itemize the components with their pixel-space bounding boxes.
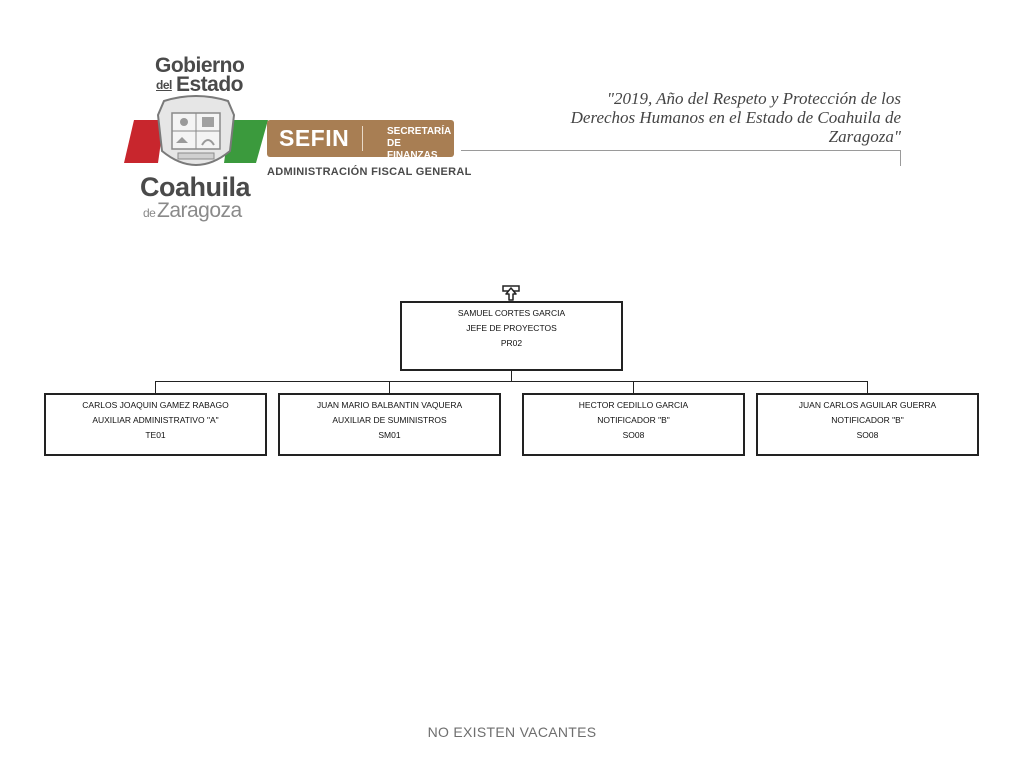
connector-horizontal-bus — [155, 381, 868, 382]
org-node-name: SAMUEL CORTES GARCIA — [457, 308, 566, 318]
org-node-name: JUAN CARLOS AGUILAR GUERRA — [798, 400, 937, 410]
org-node-title: AUXILIAR ADMINISTRATIVO "A" — [92, 415, 219, 425]
org-node-child — [756, 393, 979, 456]
org-node-name: CARLOS JOAQUIN GAMEZ RABAGO — [82, 400, 229, 410]
logo-de-text: de — [143, 206, 156, 220]
connector-child-2 — [389, 381, 390, 393]
sefin-subtitle — [387, 126, 454, 162]
connector-child-1 — [155, 381, 156, 393]
org-node-title: NOTIFICADOR "B" — [831, 415, 904, 425]
org-node-title: JEFE DE PROYECTOS — [466, 323, 557, 333]
org-node-code: SM01 — [378, 430, 401, 440]
connector-child-3 — [633, 381, 634, 393]
header-divider-tick — [900, 150, 901, 166]
admin-fiscal-label: ADMINISTRACIÓN FISCAL GENERAL — [267, 166, 472, 178]
org-node-name: HECTOR CEDILLO GARCIA — [578, 400, 689, 410]
sefin-divider — [362, 126, 363, 151]
org-node-name: JUAN MARIO BALBANTIN VAQUERA — [316, 400, 463, 410]
vacancies-note: NO EXISTEN VACANTES — [427, 724, 597, 740]
logo-gobierno-text: Gobierno — [155, 54, 245, 77]
sefin-logo — [267, 120, 454, 161]
connector-child-4 — [867, 381, 868, 393]
org-node-title: NOTIFICADOR "B" — [597, 415, 670, 425]
header-divider-line — [461, 150, 901, 151]
org-node-root — [400, 301, 623, 371]
year-motto: "2019, Año del Respeto y Protección de los Derechos Humanos en el Estado de Coahuila de Zaragoza" — [570, 89, 901, 146]
coat-of-arms-emblem — [122, 95, 270, 175]
sefin-subtitle-line1: SECRETARÍA — [387, 126, 452, 137]
logo-del-text: del — [156, 78, 172, 92]
org-node-title: AUXILIAR DE SUMINISTROS — [332, 415, 447, 425]
sefin-subtitle-line2: DE FINANZAS — [387, 138, 438, 161]
sefin-brand-text: SEFIN — [279, 125, 350, 151]
org-node-child — [44, 393, 267, 456]
org-node-code: SO08 — [622, 430, 645, 440]
logo-coahuila-text: Coahuila — [140, 172, 251, 202]
org-node-child — [278, 393, 501, 456]
org-node-code: SO08 — [856, 430, 879, 440]
logo-estado-text: Estado — [176, 73, 244, 96]
logo-zaragoza-text: Zaragoza — [157, 199, 242, 222]
org-node-child — [522, 393, 745, 456]
org-node-code: PR02 — [500, 338, 523, 348]
up-arrow-icon — [502, 285, 520, 301]
org-node-code: TE01 — [145, 430, 166, 440]
